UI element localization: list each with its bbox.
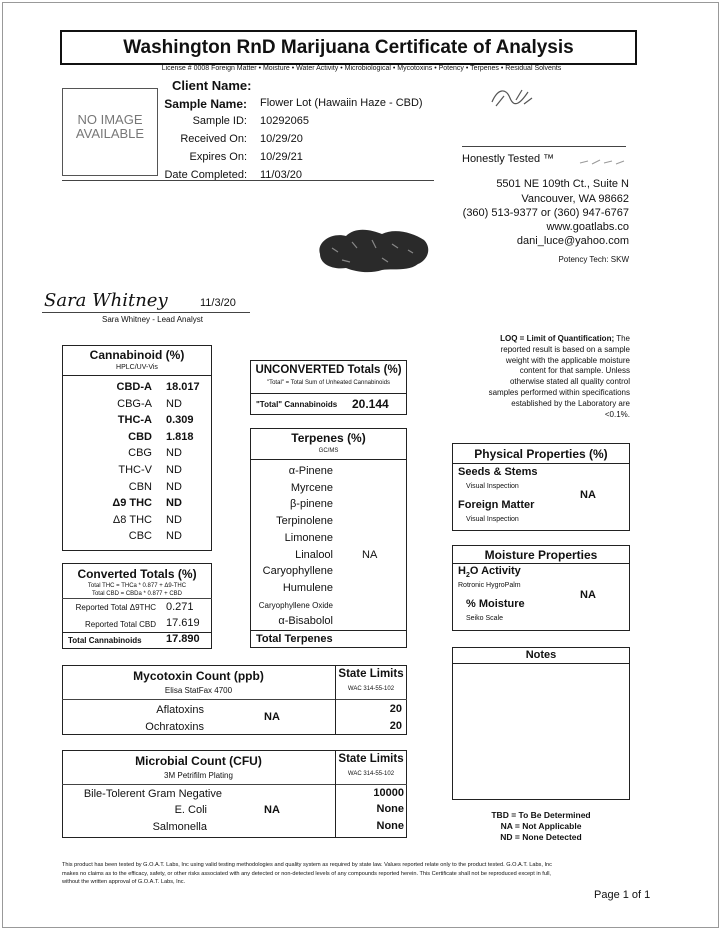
cannabinoid-divider	[62, 375, 212, 376]
cannabinoid-value: 0.309	[166, 414, 194, 427]
mycotoxin-title: Mycotoxin Count (ppb)	[133, 669, 264, 683]
terpenes-value: NA	[362, 549, 378, 561]
received-label: Received On:	[180, 133, 247, 145]
total-terpenes-label: Total Terpenes	[256, 633, 333, 645]
terpene-name: Humulene	[282, 581, 333, 594]
terpene-name: α-Pinene	[288, 465, 333, 477]
loq-line: content for that sample. Unless	[519, 366, 630, 376]
cannabinoid-name: THC-A	[117, 414, 152, 427]
footer-disclaimer	[62, 861, 662, 887]
moisture-pct-label: % Moisture	[466, 598, 525, 610]
no-image-line1: NO IMAGE	[77, 112, 143, 127]
signature-date: 11/3/20	[200, 297, 236, 309]
converted-formula-1: Total THC = THCa * 0.877 + Δ9-THC	[87, 583, 187, 589]
total-cannabinoids-value: 17.890	[166, 633, 200, 645]
converted-formula-2: Total CBD = CBDa * 0.877 + CBD	[91, 591, 183, 597]
signature	[44, 290, 168, 311]
terpenes-method: GC/MS	[318, 448, 339, 454]
cannabinoid-value: ND	[166, 530, 182, 543]
microbial-method: 3M Petrifilm Plating	[164, 771, 233, 780]
license-line: License # 0008 Foreign Matter • Moisture • Water Activity • Microbiological • Mycotoxins • Potency • Terpenes • Residual Solvents	[161, 65, 562, 72]
mycotoxin-limits-ref: WAC 314-55-102	[347, 686, 395, 692]
physical-value: NA	[580, 489, 596, 501]
cannabinoid-value: ND	[166, 497, 182, 510]
water-activity-rest: O Activity	[469, 565, 521, 577]
mycotoxin-row-limit: 20	[389, 720, 402, 732]
lab-address-1: 5501 NE 109th Ct., Suite N	[496, 178, 629, 190]
converted-title: Converted Totals (%)	[77, 567, 197, 581]
cannabinoid-value: ND	[166, 464, 182, 476]
mycotoxin-value: NA	[264, 711, 280, 723]
product-photo	[312, 224, 434, 276]
cannabinoid-name: Δ8 THC	[112, 513, 152, 526]
terpene-name: Myrcene	[290, 481, 333, 494]
microbial-limits-title: State Limits	[338, 753, 404, 765]
sample-id-label: Sample ID:	[192, 115, 247, 127]
mycotoxin-row-limit: 20	[389, 703, 402, 715]
physical-title: Physical Properties (%)	[474, 447, 608, 461]
loq-note	[440, 334, 630, 420]
terpene-name: β-pinene	[289, 498, 333, 511]
microbial-title: Microbial Count (CFU)	[135, 754, 262, 768]
mycotoxin-method: Elisa StatFax 4700	[164, 686, 233, 695]
unconverted-divider	[250, 393, 407, 394]
cannabinoid-name: CBC	[128, 530, 152, 543]
loq-line: reported result is based on a sample	[500, 344, 630, 354]
sample-id-value: 10292065	[260, 115, 309, 127]
terpene-name: α-Bisabolol	[278, 615, 333, 628]
loq-title: LOQ = Limit of Quantification;	[500, 334, 615, 343]
loq-line: weight with the applicable moisture	[505, 355, 630, 365]
cannabinoid-value: ND	[166, 447, 182, 460]
loq-line: established by the Laboratory are	[511, 398, 630, 408]
stamp-icon	[578, 156, 628, 168]
foreign-method: Visual Inspection	[466, 516, 519, 523]
terpenes-title: Terpenes (%)	[291, 431, 366, 445]
lab-phone: (360) 513-9377 or (360) 947-6767	[462, 207, 629, 219]
terpene-name: Limonene	[284, 531, 333, 544]
reported-cbd-label: Reported Total CBD	[85, 620, 156, 629]
moisture-value: NA	[580, 589, 596, 601]
foreign-label: Foreign Matter	[458, 499, 535, 511]
client-divider	[62, 180, 434, 181]
terpene-name: Caryophyllene	[262, 565, 333, 578]
loq-line-1	[440, 334, 630, 345]
page-number: Page 1 of 1	[594, 889, 651, 901]
microbial-row-limit: None	[376, 820, 404, 832]
microbial-row-name: E. Coli	[174, 804, 207, 816]
footer-line-2: makes no claims as to the efficacy, safety, or other risks associated with any detected or non-detected levels of any compounds reported herein. This Certificate shall not be reproduced except in full,	[62, 870, 551, 877]
terpene-name: Terpinolene	[276, 515, 333, 528]
water-activity-label	[458, 565, 521, 579]
microbial-limits-ref: WAC 314-55-102	[347, 771, 395, 777]
signature-caption: Sara Whitney - Lead Analyst	[102, 315, 203, 324]
mycotoxin-row-name: Aflatoxins	[156, 704, 204, 716]
cannabinoid-value: ND	[166, 480, 182, 493]
cannabinoid-value: ND	[166, 513, 182, 526]
cannabinoid-name: THC-V	[118, 464, 152, 476]
cannabinoid-name: Δ9 THC	[112, 497, 152, 510]
loq-line: otherwise stated all quality control	[509, 377, 630, 387]
terpenes-divider	[250, 459, 407, 460]
microbial-row-limit: None	[376, 803, 404, 815]
expires-label: Expires On:	[189, 151, 247, 163]
seeds-method: Visual Inspection	[466, 483, 519, 490]
seeds-label: Seeds & Stems	[458, 466, 538, 478]
footer-line-3: without the written approval of G.O.A.T. Labs, Inc.	[62, 879, 186, 885]
lab-logo-icon	[488, 82, 538, 110]
total-cannabinoids-label: Total Cannabinoids	[68, 636, 142, 645]
unconverted-value: 20.144	[352, 397, 389, 411]
microbial-row-name: Bile-Tolerent Gram Negative	[83, 788, 222, 800]
loq-title-rest: The	[614, 334, 630, 343]
expires-value: 10/29/21	[260, 151, 303, 163]
lab-address-2: Vancouver, WA 98662	[521, 193, 629, 205]
cannabinoid-name: CBG	[128, 447, 152, 460]
signature-line	[42, 312, 250, 313]
loq-line: <0.1%.	[604, 409, 630, 419]
client-name-label: Client Name:	[172, 78, 252, 93]
loq-line: samples performed within specifications	[488, 387, 630, 397]
legend-nd: ND = None Detected	[500, 832, 582, 842]
cannabinoid-method: HPLC/UV-Vis	[116, 364, 158, 371]
unconverted-label: "Total" Cannabinoids	[256, 400, 338, 409]
microbial-value: NA	[264, 804, 280, 816]
terpene-name: Caryophyllene Oxide	[258, 600, 333, 610]
lab-website[interactable]: www.goatlabs.co	[546, 221, 629, 233]
unconverted-note: "Total" = Total Sum of Unheated Cannabinoids	[266, 380, 391, 386]
potency-tech: Potency Tech: SKW	[558, 255, 629, 264]
water-activity-method: Rotronic HygroPalm	[458, 582, 521, 589]
microbial-row-name: Salmonella	[152, 821, 207, 833]
completed-label: Date Completed:	[164, 169, 247, 181]
moisture-pct-method: Seiko Scale	[466, 615, 503, 622]
notes-title: Notes	[525, 649, 557, 661]
terpene-name: Linalool	[295, 548, 333, 561]
moisture-title: Moisture Properties	[484, 548, 598, 562]
mycotoxin-limits-title: State Limits	[338, 668, 404, 680]
no-image-line2: AVAILABLE	[75, 126, 145, 141]
cannabinoid-value: 1.818	[166, 430, 194, 443]
cannabinoid-value: 18.017	[166, 381, 200, 393]
reported-cbd-value: 17.619	[166, 617, 200, 629]
microbial-row-limit: 10000	[373, 787, 404, 799]
notes-panel	[452, 647, 630, 800]
converted-divider	[62, 598, 212, 599]
cannabinoid-value: ND	[166, 397, 182, 410]
document-title: Washington RnD Marijuana Certificate of Analysis	[60, 30, 637, 65]
physical-divider	[452, 463, 630, 464]
terpenes-total-divider	[250, 630, 407, 631]
completed-value: 11/03/20	[260, 169, 303, 181]
mycotoxin-row-name: Ochratoxins	[145, 721, 204, 733]
cannabinoid-name: CBN	[128, 480, 152, 493]
signature-name: Sara Whitney	[44, 290, 168, 311]
cannabinoid-name: CBD	[128, 430, 152, 443]
reported-thc-label: Reported Total Δ9THC	[75, 603, 156, 612]
sample-name-label: Sample Name:	[164, 97, 247, 111]
legend-tbd: TBD = To Be Determined	[491, 810, 591, 820]
lab-email[interactable]: dani_luce@yahoo.com	[516, 235, 629, 247]
moisture-divider	[452, 563, 630, 564]
received-value: 10/29/20	[260, 133, 303, 145]
footer-line-1: This product has been tested by G.O.A.T. Labs, Inc using valid testing methodologies and quality system as required by state law. Values reported relate only to the product tested. G.O.A.T. Labs, Inc	[62, 862, 552, 868]
cannabinoid-name: CBG-A	[117, 397, 152, 410]
legend-na: NA = Not Applicable	[500, 821, 582, 831]
sample-name-value: Flower Lot (Hawaiin Haze - CBD)	[260, 97, 423, 109]
mycotoxin-divider	[62, 699, 407, 700]
unconverted-title: UNCONVERTED Totals (%)	[255, 364, 402, 376]
cannabinoid-title: Cannabinoid (%)	[89, 348, 185, 362]
water-activity-sub: 2	[465, 572, 470, 580]
microbial-divider	[62, 784, 407, 785]
reported-thc-value: 0.271	[166, 601, 194, 613]
lab-divider	[462, 146, 626, 147]
honestly-tested: Honestly Tested ™	[462, 153, 555, 165]
cannabinoid-name: CBD-A	[116, 381, 152, 393]
water-activity-h: H	[458, 565, 466, 577]
notes-divider	[452, 663, 630, 664]
